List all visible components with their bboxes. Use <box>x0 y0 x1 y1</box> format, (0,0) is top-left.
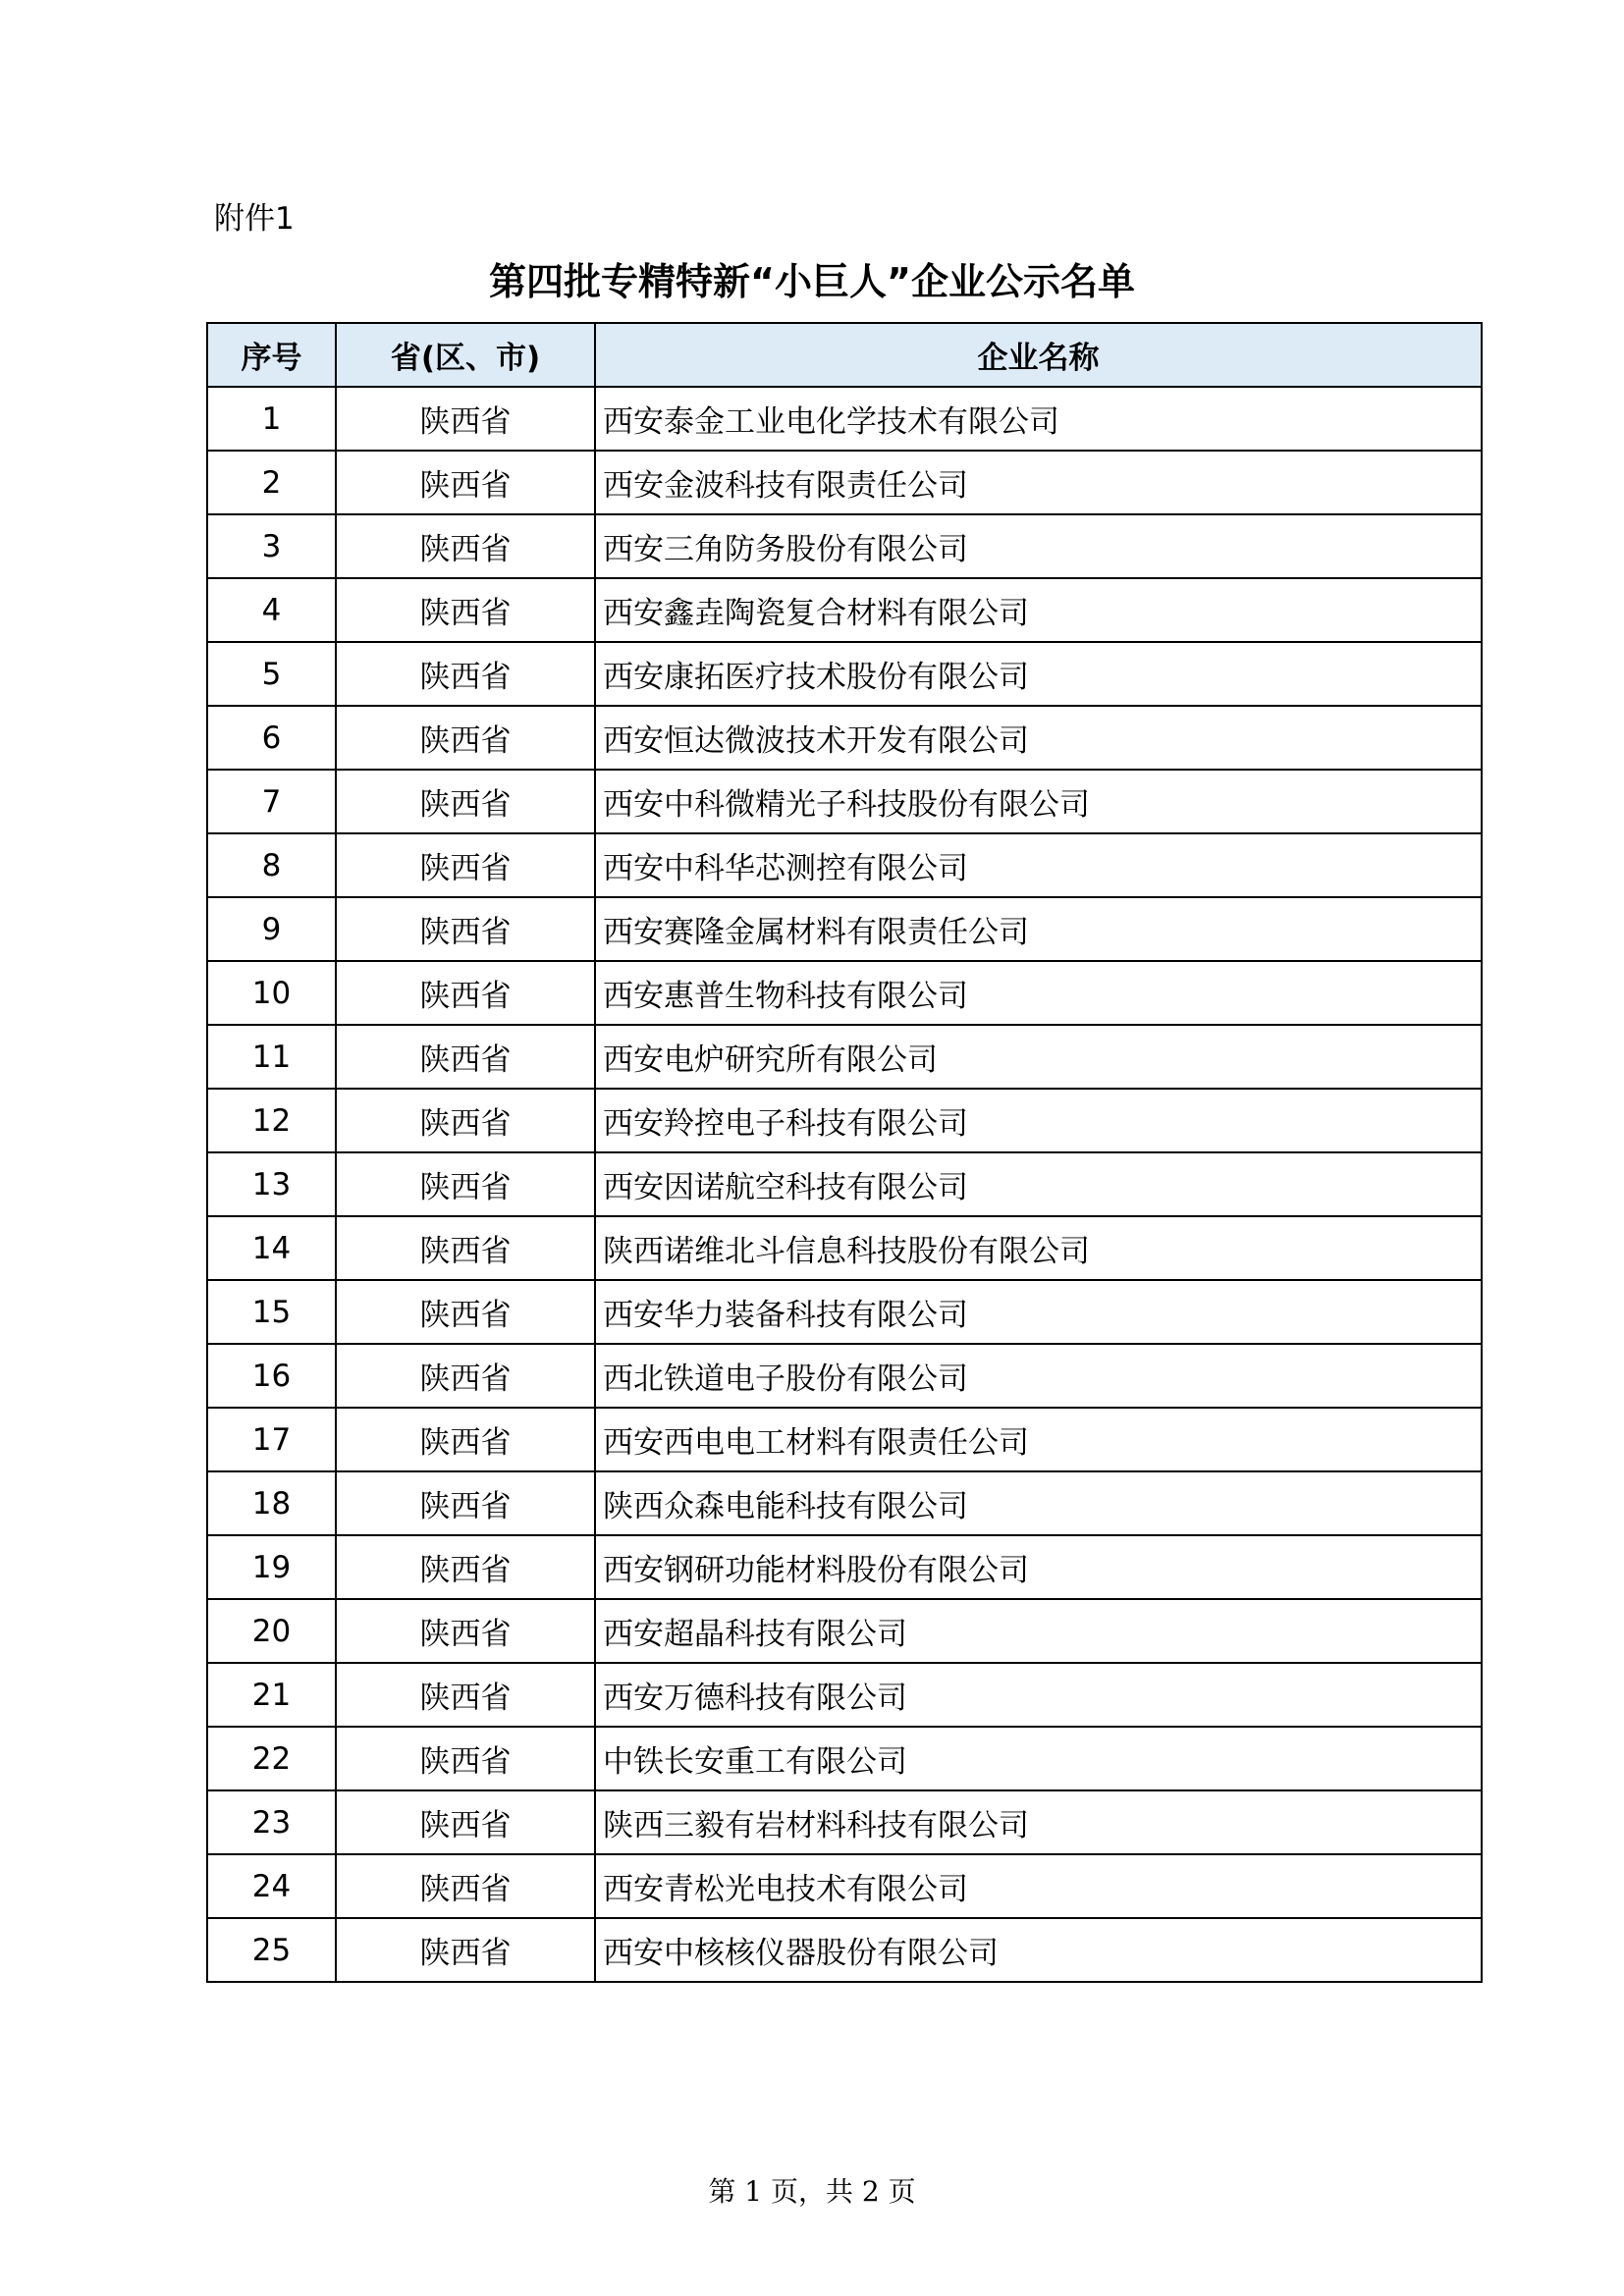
province-cell: 陕西省 <box>336 1790 595 1854</box>
company-name-cell: 西安西电电工材料有限责任公司 <box>595 1408 1482 1471</box>
company-table <box>206 322 1483 1983</box>
province-cell: 陕西省 <box>336 770 595 833</box>
serial-number-cell: 20 <box>207 1599 336 1663</box>
company-name-cell: 西安赛隆金属材料有限责任公司 <box>595 897 1482 961</box>
serial-number-cell: 5 <box>207 642 336 706</box>
province-cell: 陕西省 <box>336 1854 595 1918</box>
province-cell: 陕西省 <box>336 1025 595 1089</box>
table-row <box>207 1089 1482 1152</box>
serial-number-cell: 3 <box>207 514 336 578</box>
company-name-cell: 陕西诺维北斗信息科技股份有限公司 <box>595 1216 1482 1280</box>
company-name-cell: 西安中科华芯测控有限公司 <box>595 833 1482 897</box>
serial-number-cell: 12 <box>207 1089 336 1152</box>
serial-number-cell: 14 <box>207 1216 336 1280</box>
province-cell: 陕西省 <box>336 1280 595 1344</box>
province-cell: 陕西省 <box>336 897 595 961</box>
province-cell: 陕西省 <box>336 514 595 578</box>
table-row <box>207 706 1482 770</box>
table-row <box>207 770 1482 833</box>
company-name-cell: 西安电炉研究所有限公司 <box>595 1025 1482 1089</box>
header-company-name: 企业名称 <box>595 323 1482 387</box>
serial-number-cell: 9 <box>207 897 336 961</box>
table-row <box>207 1535 1482 1599</box>
table-header-row <box>207 323 1482 387</box>
serial-number-cell: 19 <box>207 1535 336 1599</box>
serial-number-cell: 13 <box>207 1152 336 1216</box>
serial-number-cell: 4 <box>207 578 336 642</box>
company-name-cell: 西安钢研功能材料股份有限公司 <box>595 1535 1482 1599</box>
table-body <box>207 387 1482 1982</box>
serial-number-cell: 24 <box>207 1854 336 1918</box>
attachment-label: 附件1 <box>214 201 295 237</box>
serial-number-cell: 2 <box>207 451 336 514</box>
province-cell: 陕西省 <box>336 1727 595 1790</box>
company-name-cell: 西安万德科技有限公司 <box>595 1663 1482 1727</box>
province-cell: 陕西省 <box>336 1152 595 1216</box>
company-name-cell: 西安恒达微波技术开发有限公司 <box>595 706 1482 770</box>
serial-number-cell: 16 <box>207 1344 336 1408</box>
company-name-cell: 西安因诺航空科技有限公司 <box>595 1152 1482 1216</box>
serial-number-cell: 8 <box>207 833 336 897</box>
table-row <box>207 642 1482 706</box>
company-name-cell: 西安中科微精光子科技股份有限公司 <box>595 770 1482 833</box>
province-cell: 陕西省 <box>336 1663 595 1727</box>
company-name-cell: 西安鑫垚陶瓷复合材料有限公司 <box>595 578 1482 642</box>
table-row <box>207 1344 1482 1408</box>
serial-number-cell: 6 <box>207 706 336 770</box>
table-row <box>207 1727 1482 1790</box>
serial-number-cell: 10 <box>207 961 336 1025</box>
company-name-cell: 西安康拓医疗技术股份有限公司 <box>595 642 1482 706</box>
serial-number-cell: 21 <box>207 1663 336 1727</box>
serial-number-cell: 7 <box>207 770 336 833</box>
serial-number-cell: 11 <box>207 1025 336 1089</box>
table-row <box>207 514 1482 578</box>
table-row <box>207 833 1482 897</box>
province-cell: 陕西省 <box>336 387 595 451</box>
table-row <box>207 387 1482 451</box>
province-cell: 陕西省 <box>336 1408 595 1471</box>
serial-number-cell: 18 <box>207 1471 336 1535</box>
province-cell: 陕西省 <box>336 1471 595 1535</box>
table-row <box>207 1471 1482 1535</box>
table-row <box>207 1790 1482 1854</box>
serial-number-cell: 1 <box>207 387 336 451</box>
table-row <box>207 1025 1482 1089</box>
company-name-cell: 陕西三毅有岩材料科技有限公司 <box>595 1790 1482 1854</box>
company-name-cell: 西北铁道电子股份有限公司 <box>595 1344 1482 1408</box>
table-row <box>207 1854 1482 1918</box>
serial-number-cell: 23 <box>207 1790 336 1854</box>
company-name-cell: 中铁长安重工有限公司 <box>595 1727 1482 1790</box>
company-name-cell: 西安三角防务股份有限公司 <box>595 514 1482 578</box>
province-cell: 陕西省 <box>336 1216 595 1280</box>
company-name-cell: 西安羚控电子科技有限公司 <box>595 1089 1482 1152</box>
serial-number-cell: 22 <box>207 1727 336 1790</box>
province-cell: 陕西省 <box>336 1089 595 1152</box>
province-cell: 陕西省 <box>336 642 595 706</box>
table-row <box>207 451 1482 514</box>
province-cell: 陕西省 <box>336 451 595 514</box>
province-cell: 陕西省 <box>336 1344 595 1408</box>
table-row <box>207 1918 1482 1982</box>
company-name-cell: 西安中核核仪器股份有限公司 <box>595 1918 1482 1982</box>
table-row <box>207 961 1482 1025</box>
company-name-cell: 西安青松光电技术有限公司 <box>595 1854 1482 1918</box>
province-cell: 陕西省 <box>336 1918 595 1982</box>
province-cell: 陕西省 <box>336 961 595 1025</box>
header-serial-number: 序号 <box>207 323 336 387</box>
province-cell: 陕西省 <box>336 706 595 770</box>
company-name-cell: 西安泰金工业电化学技术有限公司 <box>595 387 1482 451</box>
table-row <box>207 1216 1482 1280</box>
page-footer: 第 1 页，共 2 页 <box>708 2175 916 2208</box>
table-row <box>207 1280 1482 1344</box>
serial-number-cell: 17 <box>207 1408 336 1471</box>
company-name-cell: 陕西众森电能科技有限公司 <box>595 1471 1482 1535</box>
header-province: 省(区、市) <box>336 323 595 387</box>
serial-number-cell: 15 <box>207 1280 336 1344</box>
table-row <box>207 1152 1482 1216</box>
table-row <box>207 1408 1482 1471</box>
province-cell: 陕西省 <box>336 578 595 642</box>
province-cell: 陕西省 <box>336 1535 595 1599</box>
table-row <box>207 1663 1482 1727</box>
company-name-cell: 西安金波科技有限责任公司 <box>595 451 1482 514</box>
company-name-cell: 西安超晶科技有限公司 <box>595 1599 1482 1663</box>
company-name-cell: 西安惠普生物科技有限公司 <box>595 961 1482 1025</box>
company-name-cell: 西安华力装备科技有限公司 <box>595 1280 1482 1344</box>
province-cell: 陕西省 <box>336 833 595 897</box>
document-title: 第四批专精特新“小巨人”企业公示名单 <box>489 260 1135 303</box>
table-row <box>207 578 1482 642</box>
table-row <box>207 897 1482 961</box>
serial-number-cell: 25 <box>207 1918 336 1982</box>
province-cell: 陕西省 <box>336 1599 595 1663</box>
table-row <box>207 1599 1482 1663</box>
